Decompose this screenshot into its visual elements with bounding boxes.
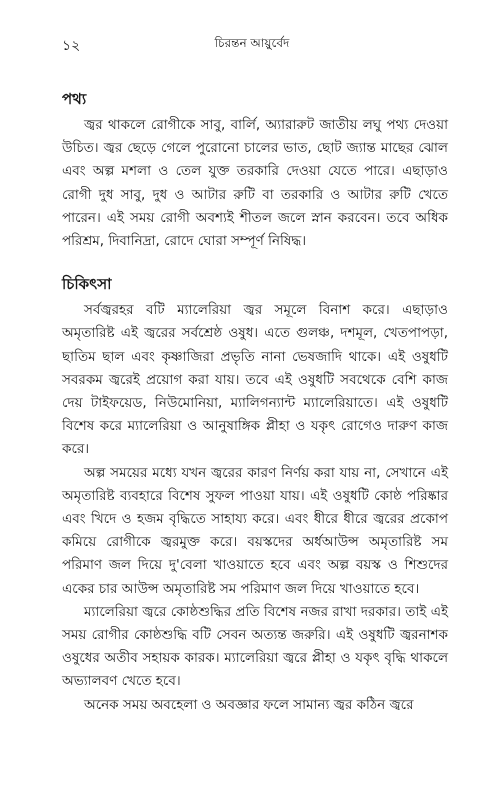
paragraph: জ্বর থাকলে রোগীকে সাবু, বার্লি, অ্যারারুট জাতীয় লঘু পথ্য দেওয়া উচিত। জ্বর ছেড়ে গেলে পুরোনো চালের ভাত, ছোট জ্যান্ত মাছের ঝোল এবং অল্প মশলা ও তেল যুক্ত তরকারি দেওয়া যেতে পারে। এছাড়াও রোগী দুধ সাবু, দুধ ও আটার রুটি বা তরকারি ও আটার রুটি খেতে পারেন। এই সময় রোগী অবশ্যই শীতল জলে স্নান করবেন। তবে অধিক পরিশ্রম, দিবানিদ্রা, রোদে ঘোরা সম্পূর্ণ নিষিদ্ধ। — [62, 117, 448, 250]
section-treatment — [62, 273, 448, 717]
page-header — [62, 34, 442, 54]
paragraph: অনেক সময় অবহেলা ও অবজ্ঞার ফলে সামান্য জ্বর কঠিন জ্বরে — [84, 696, 414, 713]
section-heading-treatment: চিকিৎসা — [62, 275, 112, 294]
page-number: ১২ — [62, 38, 81, 54]
section-heading-diet: পথ্য — [62, 90, 87, 108]
paragraph: সর্বজ্বরহর বটি ম্যালেরিয়া জ্বর সমূলে বিনাশ করে। এছাড়াও অমৃতারিষ্ট এই জ্বরের সর্বশ্রেষ্ঠ ওষুধ। এতে গুলঞ্চ, দশমূল, খেতপাপড়া, ছাতিম ছাল এবং কৃষ্ণাজিরা প্রভৃতি নানা ভেষজাদি থাকে। এই ওষুধটি সবরকম জ্বরেই প্রয়োগ করা যায়। তবে এই ওষুধটি সবথেকে বেশি কাজ দেয় টাইফয়েড, নিউমোনিয়া, ম্যালিগন্যান্ট ম্যালেরিয়াতে। এই ওষুধটি বিশেষ করে ম্যালেরিয়া ও আনুষাঙ্গিক প্লীহা ও যকৃৎ রোগেও দারুণ কাজ করে। — [62, 302, 448, 458]
paragraph: অল্প সময়ের মধ্যে যখন জ্বরের কারণ নির্ণয় করা যায় না, সেখানে এই অমৃতারিষ্ট ব্যবহারে বিশেষ সুফল পাওয়া যায়। এই ওষুধটি কোষ্ঠ পরিষ্কার এবং খিদে ও হজম বৃদ্ধিতে সাহায্য করে। এবং ধীরে ধীরে জ্বরের প্রকোপ কমিয়ে রোগীকে জ্বরমুক্ত করে। বয়স্কদের অর্ধআউন্স অমৃতারিষ্ট সম পরিমাণ জল দিয়ে দু'বেলা খাওয়াতে হবে এবং অল্প বয়স্ক ও শিশুদের একের চার আউন্স অমৃতারিষ্ট সম পরিমাণ জল দিয়ে খাওয়াতে হবে। — [62, 464, 448, 597]
paragraph: ম্যালেরিয়া জ্বরে কোষ্ঠশুদ্ধির প্রতি বিশেষ নজর রাখা দরকার। তাই এই সময় রোগীর কোষ্ঠশুদ্ধি বটি সেবন অত্যন্ত জরুরি। এই ওষুধটি জ্বরনাশক ওষুধের অতীব সহায়ক কারক। ম্যালেরিয়া জ্বরে প্লীহা ও যকৃৎ বৃদ্ধি থাকলে অভ্যালবণ খেতে হবে। — [62, 603, 448, 690]
running-head-title: চিরন্তন আয়ুর্বেদ — [214, 36, 290, 50]
section-diet — [62, 88, 448, 253]
page-content — [62, 88, 448, 717]
